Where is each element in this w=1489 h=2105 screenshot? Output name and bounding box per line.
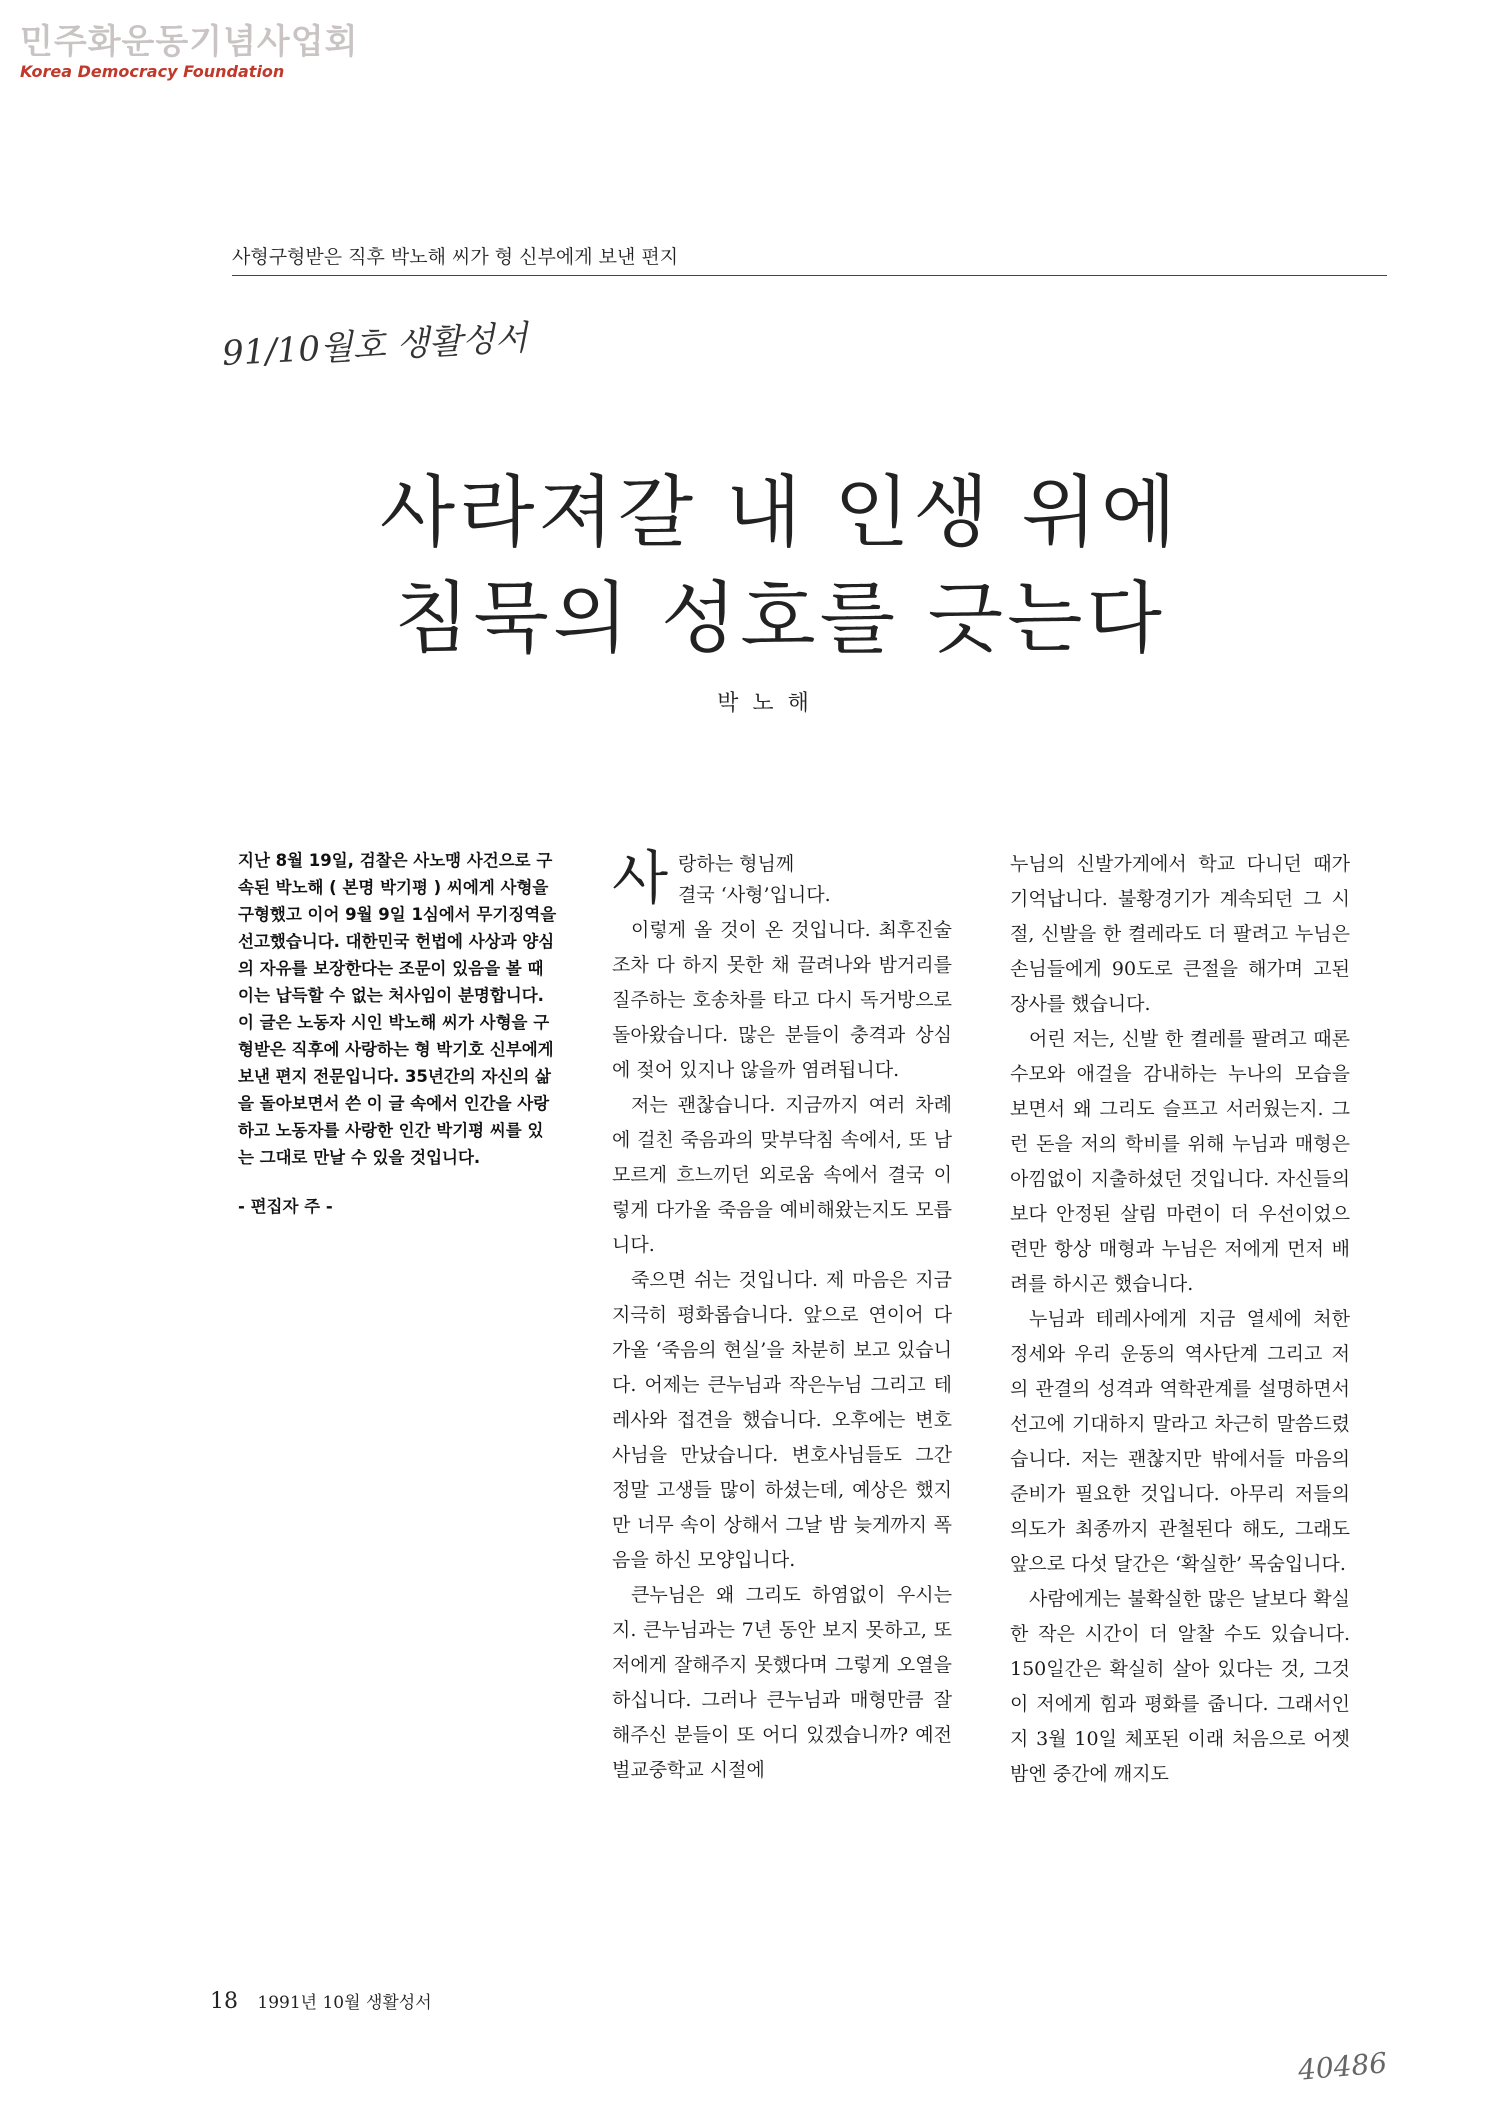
paragraph: 죽으면 쉬는 것입니다. 제 마음은 지금 지극히 평화롭습니다. 앞으로 연이어 다가올 ‘죽음의 현실’을 차분히 보고 있습니다. 어제는 큰누님과 작은누님 그리고 테레사와 접견을 했습니다. 오후에는 변호사님을 만났습니다. 변호사님들도 그간 정말 고생들 많이 하셨는데, 예상은 했지만 너무 속이 상해서 그날 밤 늦게까지 폭음을 하신 모양입니다.: [612, 1269, 952, 1571]
watermark: [20, 22, 358, 82]
page-number: 18: [210, 1989, 238, 2014]
paragraph: 이렇게 올 것이 온 것입니다. 최후진술조차 다 하지 못한 채 끌려나와 밤거리를 질주하는 호송차를 타고 다시 독거방으로 돌아왔습니다. 많은 분들이 충격과 상심에 젖어 있지나 않을까 염려됩니다.: [612, 919, 952, 1081]
paragraph: 어린 저는, 신발 한 켤레를 팔려고 때론 수모와 애걸을 감내하는 누나의 모습을 보면서 왜 그리도 슬프고 서러웠는지. 그런 돈을 저의 학비를 위해 누님과 매형은 아낌없이 지출하셨던 것입니다. 자신들의 보다 안정된 살림 마련이 더 우선이었으련만 항상 매형과 누님은 저에게 먼저 배려를 하시곤 했습니다.: [1010, 1028, 1350, 1295]
paragraph: 저는 괜찮습니다. 지금까지 여러 차례에 걸친 죽음과의 맞부닥침 속에서, 또 남모르게 흐느끼던 외로움 속에서 결국 이렇게 다가올 죽음을 예비해왔는지도 모릅니다.: [612, 1094, 952, 1256]
watermark-english: Korea Democracy Foundation: [20, 62, 285, 81]
title-line-1: 사라져갈 내 인생 위에: [379, 468, 1181, 559]
salutation-line-2: 결국 ‘사형’입니다.: [678, 884, 831, 906]
editor-note: - 편집자 주 -: [238, 1197, 333, 1216]
watermark-korean: 민주화운동기념사업회: [20, 22, 359, 62]
kicker-divider: [232, 275, 1387, 276]
author-name: 박노해: [717, 691, 823, 716]
article-title: [300, 460, 1260, 672]
body-column-3: [1010, 847, 1350, 1792]
editor-intro: [238, 847, 558, 1220]
page-footer: [210, 1988, 432, 2014]
paragraph: 사람에게는 불확실한 많은 날보다 확실한 작은 시간이 더 알찰 수도 있습니다. 150일간은 확실히 살아 있다는 것, 그것이 저에게 힘과 평화를 줍니다. 그래서인지 3월 10일 체포된 이래 처음으로 어젯밤엔 중간에 깨지도: [1010, 1588, 1350, 1785]
opening: [612, 844, 952, 912]
archive-stamp: 40486: [1296, 2046, 1389, 2087]
paragraph: 큰누님은 왜 그리도 하염없이 우시는지. 큰누님과는 7년 동안 보지 못하고, 또 저에게 잘해주지 못했다며 그렇게 오열을 하십니다. 그러나 큰누님과 매형만큼 잘해주신 분들이 또 어디 있겠습니까? 예전 벌교중학교 시절에: [612, 1584, 952, 1781]
body-column-2: [612, 844, 952, 1788]
paragraph: 누님의 신발가게에서 학교 다니던 때가 기억납니다. 불황경기가 계속되던 그 시절, 신발을 한 켤레라도 더 팔려고 누님은 손님들에게 90도로 큰절을 해가며 고된 장사를 했습니다.: [1010, 853, 1350, 1015]
paragraph: 누님과 테레사에게 지금 열세에 처한 정세와 우리 운동의 역사단계 그리고 저의 관결의 성격과 역학관계를 설명하면서 선고에 기대하지 말라고 차근히 말씀드렸습니다. 저는 괜찮지만 밖에서들 마음의 준비가 필요한 것입니다. 아무리 저들의 의도가 최종까지 관철된다 해도, 그래도 앞으로 다섯 달간은 ‘확실한’ 목숨입니다.: [1010, 1308, 1350, 1575]
handwritten-note: 91/10월호 생활성서: [221, 318, 529, 374]
publication-info: 1991년 10월 생활성서: [257, 1993, 432, 2013]
title-line-2: 침묵의 성호를 긋는다: [394, 574, 1166, 665]
kicker-subtitle: 사형구형받은 직후 박노해 씨가 형 신부에게 보낸 편지: [232, 246, 679, 268]
drop-cap: 사: [612, 844, 669, 912]
salutation-line-1: 랑하는 형님께: [678, 853, 795, 875]
salutation: [678, 847, 831, 911]
intro-text: 지난 8월 19일, 검찰은 사노맹 사건으로 구속된 박노해 ( 본명 박기평 ) 씨에게 사형을 구형했고 이어 9월 9일 1심에서 무기징역을 선고했습니다. 대한민국 헌법에 사상과 양심의 자유를 보장한다는 조문이 있음을 볼 때 이는 납득할 수 없는 처사임이 분명합니다. 이 글은 노동자 시인 박노해 씨가 사형을 구형받은 직후에 사랑하는 형 박기호 신부에게 보낸 편지 전문입니다. 35년간의 자신의 삶을 돌아보면서 쓴 이 글 속에서 인간을 사랑하고 노동자를 사랑한 인간 박기평 씨를 있는 그대로 만날 수 있을 것입니다.: [238, 851, 557, 1167]
